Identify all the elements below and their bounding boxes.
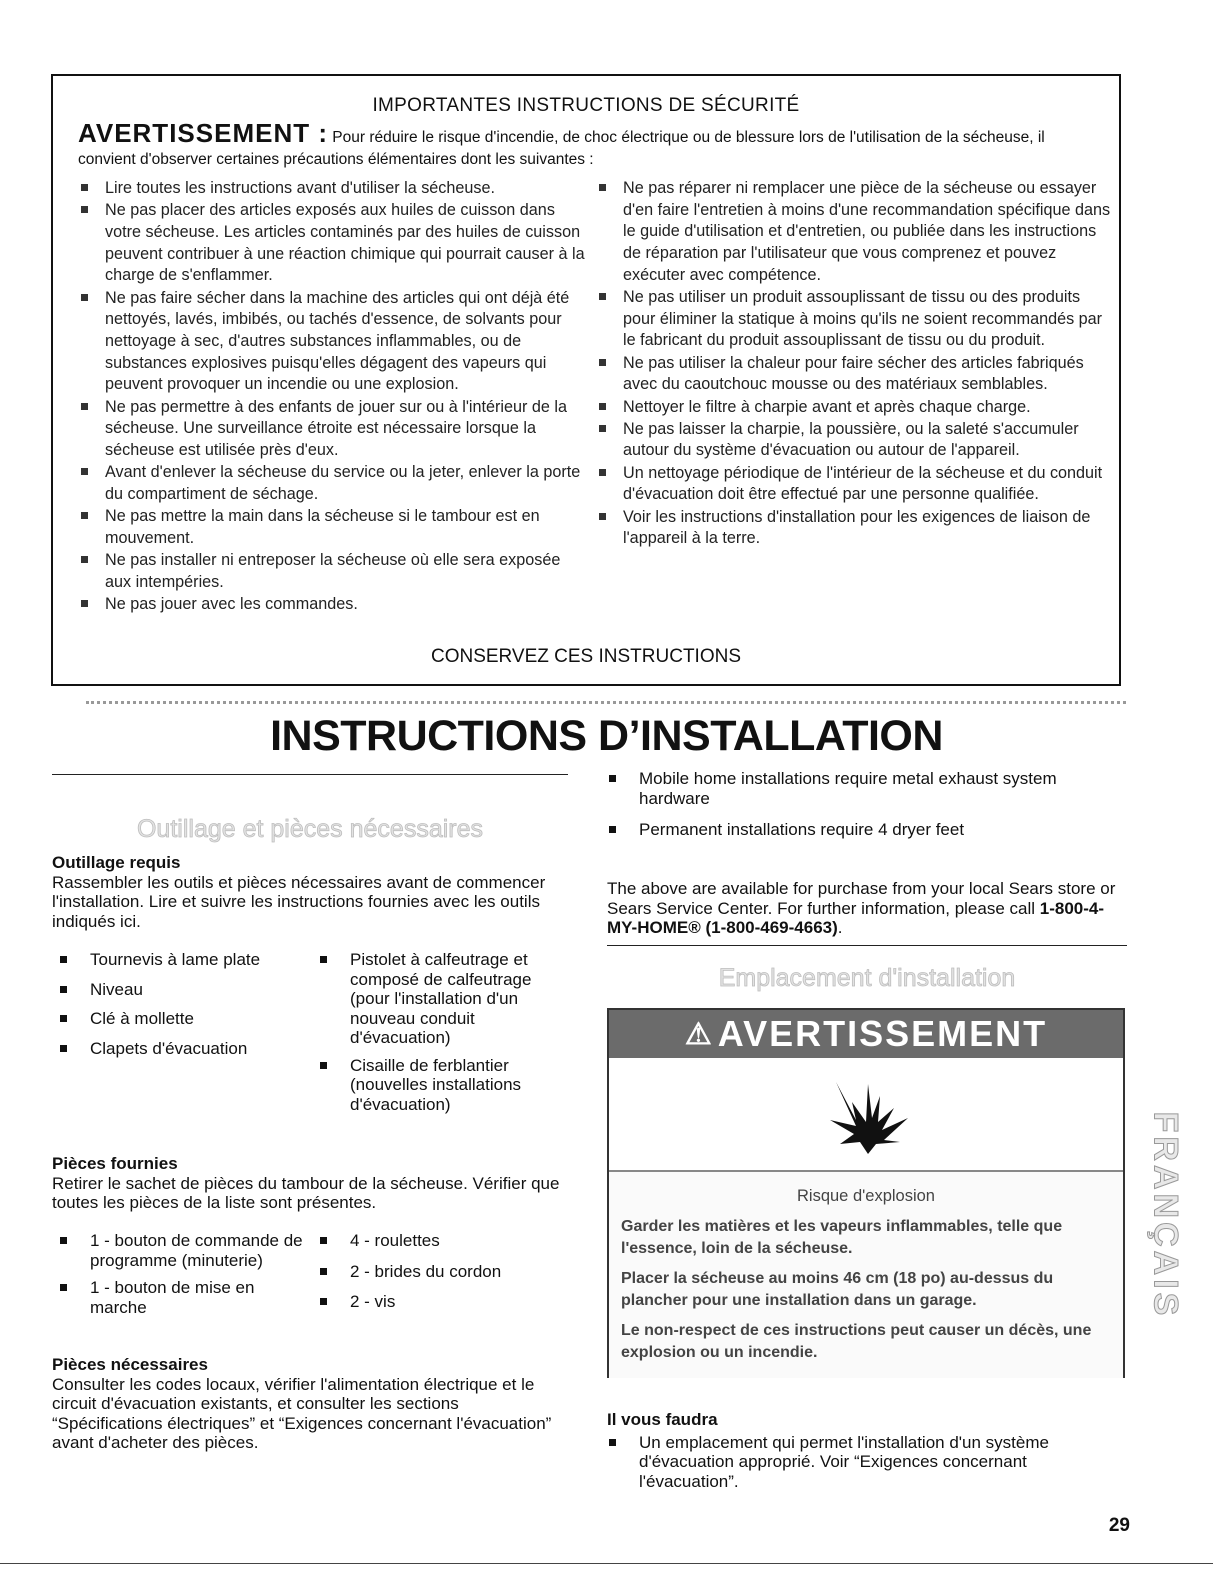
dotted-divider [86, 701, 1126, 708]
tool-item-text: Pistolet à calfeutrage et composé de calfeutrage (pour l'installation d'un nouveau conduit d'évacuation) [350, 950, 532, 1047]
warning-banner-label: AVERTISSEMENT [717, 1013, 1048, 1054]
safety-item-text: Ne pas placer des articles exposés aux huiles de cuisson dans votre sécheuse. Les articles contaminés par des huiles de cuisson peuvent contribuer à une réaction chimique qui pourrait causer à la charge de s'enflammer. [105, 201, 585, 285]
need-heading: Il vous faudra [607, 1410, 718, 1429]
part-item-text: 2 - vis [350, 1292, 396, 1311]
safety-item-text: Ne pas utiliser la chaleur pour faire sécher des articles fabriqués avec du caoutchouc mousse ou des matériaux semblables. [623, 353, 1084, 394]
safety-item [597, 178, 1115, 287]
safety-item-text: Ne pas jouer avec les commandes. [105, 594, 358, 613]
need-section [607, 1410, 1127, 1491]
safety-item [79, 200, 589, 287]
tool-item [58, 980, 298, 1000]
bullet-icon [81, 556, 88, 563]
tools-col2 [318, 950, 558, 1122]
warning-box [607, 1008, 1125, 1378]
needed-section [52, 1355, 572, 1453]
main-title: INSTRUCTIONS D’INSTALLATION [270, 712, 943, 760]
needed-text: Consulter les codes locaux, vérifier l'alimentation électrique et le circuit d'évacuation existants, et consulter les sections “Spécifications électriques” et “Exigences concernant l'évacuation” avant d'acheter des pièces. [52, 1374, 552, 1452]
warning-paragraph-1: Garder les matières et les vapeurs inflammables, telle que l'essence, loin de la sécheuse. [621, 1218, 1063, 1257]
safety-item-text: Ne pas réparer ni remplacer une pièce de la sécheuse ou essayer d'en faire l'entretien à moins d'une recommandation spécifique dans le guide d'utilisation et d'entretien, ou publiée dans les instructions de réparation par l'utilisateur que vous comprenez et pouvez exécuter avec compétence. [623, 179, 1111, 284]
part-item-text: 1 - bouton de commande de programme (minuterie) [90, 1231, 303, 1270]
part-item-text: 2 - brides du cordon [350, 1261, 502, 1281]
side-tab [1146, 1085, 1185, 1345]
safety-item [597, 463, 1115, 506]
bullet-icon [609, 775, 616, 782]
safety-intro [78, 118, 1098, 171]
need-item: Un emplacement qui permet l'installation d'un système d'évacuation approprié. Voir “Exigences concernant l'évacuation”. [607, 1433, 1127, 1492]
safety-item [79, 288, 589, 397]
safety-item [597, 419, 1115, 462]
bullet-icon [81, 206, 88, 213]
explosion-icon [828, 1078, 910, 1156]
bullet-icon [60, 1015, 67, 1022]
part-item-text: 4 - roulettes [350, 1231, 440, 1250]
bullet-icon [320, 1268, 327, 1275]
safety-item [597, 397, 1115, 419]
requirement-item [607, 820, 1127, 840]
safety-item [79, 397, 589, 462]
tool-item-text: Tournevis à lame plate [90, 950, 261, 969]
safety-right-column [597, 178, 1115, 550]
safety-item [79, 506, 589, 549]
bullet-icon [60, 986, 67, 993]
safety-item-text: Ne pas installer ni entreposer la sécheuse où elle sera exposée aux intempéries. [105, 550, 561, 591]
bullet-icon [320, 1062, 327, 1069]
bullet-icon [60, 1237, 67, 1244]
safety-item [597, 287, 1115, 352]
bullet-icon [599, 293, 606, 300]
tool-item [58, 1039, 298, 1059]
safety-item-text: Ne pas utiliser un produit assouplissant de tissu ou des produits pour éliminer la statique à moins qu'ils ne soient recommandés par le fabricant du produit assouplissant de tissu ou du produit. [623, 288, 1103, 350]
safety-item-text: Nettoyer le filtre à charpie avant et après chaque charge. [623, 397, 1031, 416]
purchase-info [607, 879, 1127, 938]
tool-item [318, 950, 558, 1048]
bullet-icon [81, 512, 88, 519]
right-section-rule [607, 945, 1127, 946]
tool-item [318, 1056, 558, 1115]
safety-item-text: Avant d'enlever la sécheuse du service ou la jeter, enlever la porte du compartiment de séchage. [105, 463, 581, 503]
tools-col1 [58, 950, 298, 1068]
bullet-icon [320, 1298, 327, 1305]
safety-footer: CONSERVEZ CES INSTRUCTIONS [430, 646, 742, 667]
warning-gap [609, 1058, 1123, 1074]
safety-title: IMPORTANTES INSTRUCTIONS DE SÉCURITÉ [372, 95, 800, 116]
warning-word: AVERTISSEMENT : [78, 118, 328, 148]
tool-item-text: Cisaille de ferblantier (nouvelles installations d'évacuation) [350, 1055, 522, 1114]
requirement-item-text: Mobile home installations require metal exhaust system hardware [639, 769, 1057, 808]
bottom-rule [0, 1563, 1213, 1564]
purchase-text: The above are available for purchase from your local Sears store or Sears Service Center. For further information, please call [607, 879, 1116, 918]
right-list [607, 769, 1127, 852]
tool-item-text: Niveau [90, 979, 143, 999]
tools-section [52, 853, 572, 931]
phone-number: 1-800-4-MY-HOME® (1-800-469-4663) [607, 898, 1105, 937]
warning-text-area [609, 1170, 1123, 1378]
tool-item-text: Clé à mollette [90, 1009, 194, 1028]
safety-item-text: Ne pas permettre à des enfants de jouer sur ou à l'intérieur de la sécheuse. Une surveillance étroite est nécessaire lorsque la sécheuse est utilisée près d'eux. [105, 397, 567, 459]
bullet-icon [599, 359, 606, 366]
bullet-icon [609, 826, 616, 833]
parts-col2 [318, 1231, 558, 1323]
needed-heading: Pièces nécessaires [52, 1355, 208, 1374]
safety-item [79, 594, 589, 616]
left-section-heading: Outillage et pièces nécessaires [136, 815, 484, 843]
part-item [318, 1292, 558, 1312]
safety-item [79, 550, 589, 593]
tool-item [58, 1009, 298, 1029]
bullet-icon [81, 294, 88, 301]
safety-item [597, 507, 1115, 550]
part-item-text: 1 - bouton de mise en marche [90, 1278, 255, 1317]
part-item [318, 1262, 558, 1282]
tool-item [58, 950, 298, 970]
safety-left-column [79, 178, 589, 616]
tools-intro: Rassembler les outils et pièces nécessaires avant de commencer l'installation. Lire et suivre les instructions fournies avec les outils indiqués ici. [52, 872, 546, 931]
safety-item-text: Un nettoyage périodique de l'intérieur de la sécheuse et du conduit d'évacuation doit être effectué par une personne qualifiée. [623, 463, 1103, 504]
tool-item-text: Clapets d'évacuation [90, 1038, 248, 1058]
bullet-icon [320, 956, 327, 963]
bullet-icon [599, 513, 606, 520]
warning-triangle-icon: ⚠ [684, 1017, 714, 1051]
requirement-item [607, 769, 1127, 808]
bullet-icon [60, 956, 67, 963]
safety-item-text: Ne pas laisser la charpie, la poussière, ou la saleté s'accumuler autour du système d'évacuation ou autour de l'appareil. [623, 419, 1079, 460]
bullet-icon [81, 600, 88, 607]
safety-item-text: Voir les instructions d'installation pour les exigences de liaison de l'appareil à la terre. [623, 507, 1091, 548]
bullet-icon [81, 468, 88, 475]
part-item [58, 1278, 308, 1317]
bullet-icon [60, 1045, 67, 1052]
part-item [318, 1231, 558, 1251]
bullet-icon [81, 184, 88, 191]
safety-instructions-box [51, 74, 1121, 686]
part-item [58, 1231, 308, 1270]
bullet-icon [599, 469, 606, 476]
requirement-item-text: Permanent installations require 4 dryer feet [639, 820, 965, 839]
warning-banner [609, 1010, 1123, 1058]
bullet-icon [81, 403, 88, 410]
right-section-heading: Emplacement d'installation [718, 964, 1016, 992]
risk-title: Risque d'explosion [797, 1187, 935, 1205]
safety-item-text: Lire toutes les instructions avant d'utiliser la sécheuse. [105, 179, 495, 197]
bullet-icon [60, 1284, 67, 1291]
phone-period: . [837, 918, 843, 937]
parts-col1 [58, 1231, 308, 1325]
parts-intro: Retirer le sachet de pièces du tambour de la sécheuse. Vérifier que toutes les pièces de la liste sont présentes. [52, 1173, 560, 1212]
parts-section [52, 1154, 562, 1213]
warning-paragraph-3: Le non-respect de ces instructions peut causer un décès, une explosion ou un incendie. [621, 1322, 1092, 1361]
safety-item [79, 178, 589, 200]
tools-heading: Outillage requis [52, 853, 181, 872]
bullet-icon [599, 403, 606, 410]
bullet-icon [599, 184, 606, 191]
safety-item [597, 353, 1115, 396]
bullet-icon [320, 1237, 327, 1244]
bullet-icon [599, 425, 606, 432]
safety-intro-text: Pour réduire le risque d'incendie, de choc électrique ou de blessure lors de l'utilisation de la sécheuse, il convient d'observer certaines précautions élémentaires dont les suivantes : [78, 129, 1045, 168]
side-tab-label: FRANÇAIS [1146, 1111, 1185, 1319]
warning-paragraph-2: Placer la sécheuse au moins 46 cm (18 po) au-dessus du plancher pour une installation dans un garage. [621, 1270, 1054, 1309]
safety-item-text: Ne pas faire sécher dans la machine des articles qui ont déjà été nettoyés, lavés, imbibés, ou tachés d'essence, de solvants pour nettoyage à sec, d'autres substances inflammables, ou de substances explosives puisqu'elles dégagent des vapeurs qui peuvent provoquer un incendie ou une explosion. [105, 288, 570, 394]
parts-heading: Pièces fournies [52, 1154, 178, 1173]
left-section-rule [52, 774, 568, 775]
page-number: 29 [1108, 1515, 1130, 1536]
safety-item [79, 462, 589, 505]
safety-item-text: Ne pas mettre la main dans la sécheuse si le tambour est en mouvement. [105, 507, 540, 547]
